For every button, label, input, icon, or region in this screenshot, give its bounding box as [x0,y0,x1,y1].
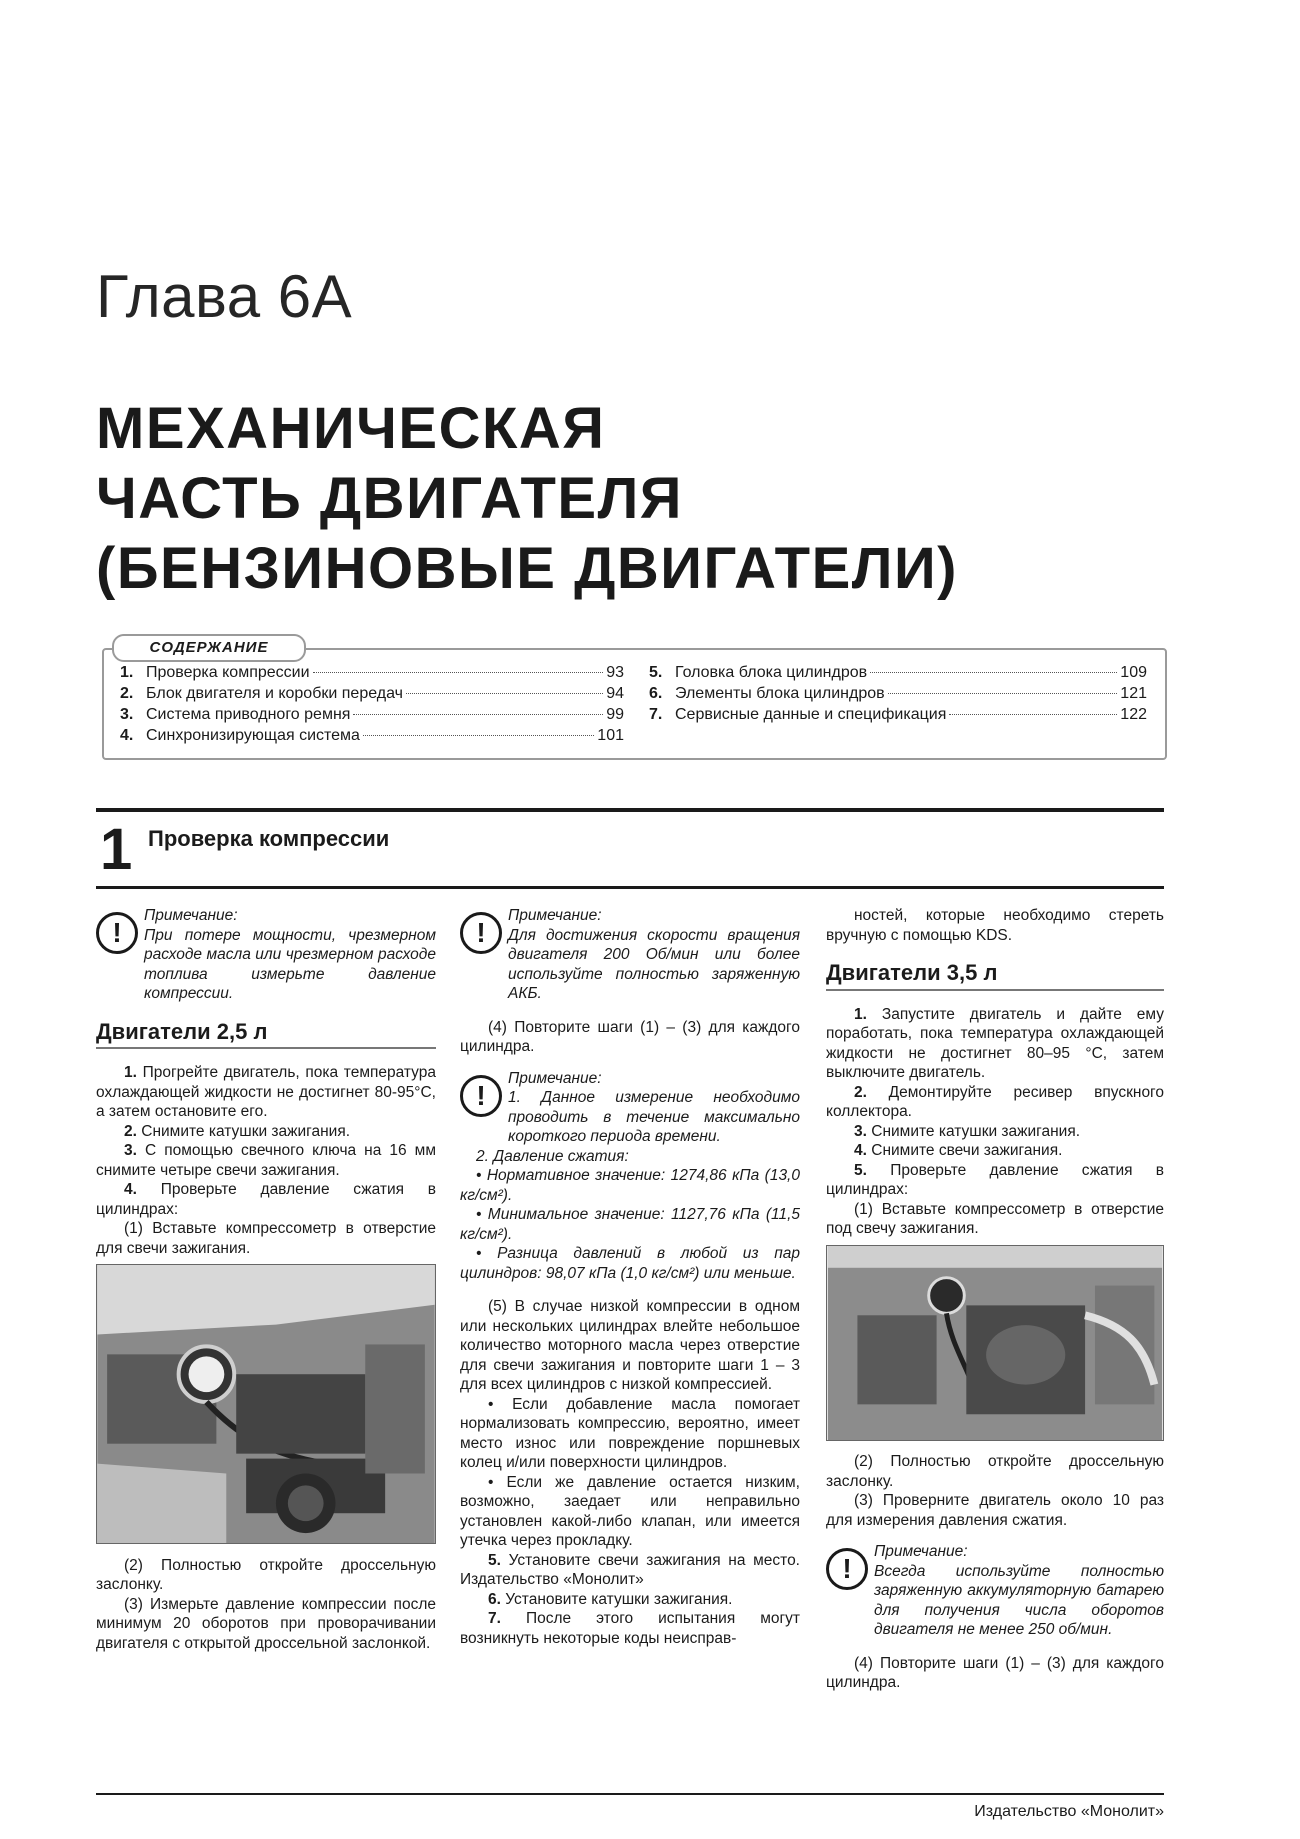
toc-item-title: Элементы блока цилиндров [675,685,885,702]
chapter-title [96,394,958,604]
toc-item-title: Головка блока цилиндров [675,664,868,681]
publisher-footer: Издательство «Монолит» [974,1803,1164,1820]
toc-item-number: 1. [120,664,134,681]
toc-leader [406,693,603,694]
table-of-contents [102,648,1167,760]
paragraph: • Если же давление остается низким, возможно, заедает или неправильно установлен какой-либо клапан, или имеется утечка через прокладку. [460,1473,800,1549]
note-box [460,1069,800,1147]
note-subheading: 2. Давление сжатия: [476,1147,629,1165]
exclamation-icon: ! [460,912,502,954]
note-box [460,906,800,1004]
note-text: Для достижения скорости вращения двигателя 200 Об/мин или более используйте полностью заряженную АКБ. [508,926,800,1002]
chapter-title-line-3: (БЕНЗИНОВЫЕ ДВИГАТЕЛИ) [96,536,958,601]
toc-item-number: 4. [120,727,134,744]
toc-heading: СОДЕРЖАНИЕ [112,634,306,662]
substep: (3) Измерьте давление компрессии после минимум 20 оборотов при проворачивании двигателя с открытой дроссельной заслонкой. [96,1595,436,1652]
engine-photo-2-5 [96,1264,436,1544]
toc-item[interactable] [649,704,1147,725]
engine-photo-3-5 [826,1245,1164,1441]
toc-item-title: Проверка компрессии [146,664,310,681]
toc-leader [363,735,594,736]
toc-item-number: 3. [120,706,134,723]
chapter-label: Глава 6А [96,263,353,330]
toc-item-number: 7. [649,706,663,723]
note-label: Примечание: [144,907,238,924]
toc-item[interactable] [120,683,624,704]
step: 1. Запустите двигатель и дайте ему поработать, пока температура охлаждающей жидкости не достигнет 80–95 °С, затем выключите двигатель. [826,1005,1164,1081]
paragraph: • Если добавление масла помогает нормализовать компрессию, вероятно, имеет место износ или повреждение поршневых колец и/или поверхности цилиндров. [460,1395,800,1471]
column-3 [826,906,1164,1693]
toc-leader [949,714,1117,715]
toc-item-page: 121 [1120,685,1147,702]
note-text: 1. Данное измерение необходимо проводить в течение максимально короткого периода времени. [508,1089,800,1145]
toc-leader [313,672,604,673]
step: 3. С помощью свечного ключа на 16 мм снимите четыре свечи зажигания. [96,1142,436,1179]
column-1 [96,906,436,1653]
step: 4. Снимите свечи зажигания. [854,1142,1063,1159]
subheading-engine-3-5: Двигатели 3,5 л [826,963,1164,991]
step: 7. После этого испытания могут возникнуть некоторые коды неисправ- [460,1610,800,1647]
step: 5. Проверьте давление сжатия в цилиндрах: [826,1161,1165,1198]
toc-item-page: 94 [606,685,624,702]
toc-item-number: 5. [649,664,663,681]
repeat-step: (4) Повторите шаги (1) – (3) для каждого цилиндра. [460,1018,800,1055]
step: 2. Демонтируйте ресивер впускного коллектора. [826,1083,1164,1120]
note-box [96,906,436,1004]
step: 3. Снимите катушки зажигания. [854,1122,1081,1140]
toc-item-number: 2. [120,685,134,702]
toc-leader [353,714,603,715]
paragraph: ностей, которые необходимо стереть вручную с помощью KDS. [826,907,1164,944]
chapter-title-line-2: ЧАСТЬ ДВИГАТЕЛЯ [96,466,683,531]
toc-item-page: 93 [606,664,624,681]
spec-bullet: • Нормативное значение: 1274,86 кПа (13,0 кг/см²). [460,1167,800,1204]
exclamation-icon: ! [826,1548,868,1590]
substep: (2) Полностью откройте дроссельную заслонку. [96,1556,436,1593]
note-label: Примечание: [874,1543,968,1560]
section-rule-bottom [96,886,1164,889]
section-title: Проверка компрессии [148,826,390,851]
note-text: При потере мощности, чрезмерном расходе масла или чрезмерном расходе топлива измерьте давление компрессии. [144,926,436,1002]
toc-item-title: Сервисные данные и спецификация [675,706,947,723]
step: 4. Проверьте давление сжатия в цилиндрах: [96,1181,437,1218]
exclamation-icon: ! [460,1075,502,1117]
spec-bullet: • Разница давлений в любой из пар цилиндров: 98,07 кПа (1,0 кг/см²) или меньше. [460,1245,800,1282]
column-2 [460,906,800,1648]
step: 2. Снимите катушки зажигания. [124,1122,351,1140]
toc-item-page: 122 [1120,706,1147,723]
toc-item-title: Блок двигателя и коробки передач [146,685,403,702]
substep: (3) Проверните двигатель около 10 раз для измерения давления сжатия. [826,1492,1164,1529]
repeat-step: (4) Повторите шаги (1) – (3) для каждого цилиндра. [826,1654,1164,1691]
toc-leader [888,693,1118,694]
toc-left-column [120,662,624,746]
step: 6. Установите катушки зажигания. [488,1590,733,1608]
exclamation-icon: ! [96,912,138,954]
toc-item-page: 99 [606,706,624,723]
toc-leader [870,672,1117,673]
toc-item-title: Система приводного ремня [146,706,351,723]
section-number: 1 [100,817,133,882]
substep: (1) Вставьте компрессометр в отверстие для свечи зажигания. [96,1220,436,1257]
toc-item-page: 109 [1120,664,1147,681]
section-rule-top [96,808,1164,812]
toc-item[interactable] [120,662,624,683]
toc-item[interactable] [649,683,1147,704]
spec-bullet: • Минимальное значение: 1127,76 кПа (11,5 кг/см²). [460,1206,800,1243]
toc-item[interactable] [120,725,624,746]
note-label: Примечание: [508,1069,602,1087]
toc-item-page: 101 [597,727,624,744]
note-text: Всегда используйте полностью заряженную аккумуляторную батарею для получения числа оборотов двигателя не менее 250 об/мин. [874,1562,1164,1638]
substep: (1) Вставьте компрессометр в отверстие под свечу зажигания. [826,1200,1164,1237]
subheading-engine-2-5: Двигатели 2,5 л [96,1022,436,1050]
toc-item-number: 6. [649,685,663,702]
step: 1. Прогрейте двигатель, пока температура охлаждающей жидкости не достигнет 80-95°С, а затем остановите его. [96,1064,436,1120]
toc-item[interactable] [120,704,624,725]
note-box [826,1542,1164,1640]
toc-item[interactable] [649,662,1147,683]
toc-right-column [649,662,1147,725]
footer-rule [96,1793,1164,1795]
note-label: Примечание: [508,907,602,924]
step: 5. Установите свечи зажигания на место. Издательство «Монолит» [460,1551,800,1588]
paragraph: (5) В случае низкой компрессии в одном или нескольких цилиндрах влейте небольшое количество моторного масла через отверстие для свечи зажигания и повторите шаги 1 – 3 для всех цилиндров с низкой компрессией. [460,1298,800,1393]
substep: (2) Полностью откройте дроссельную заслонку. [826,1453,1164,1490]
chapter-title-line-1: МЕХАНИЧЕСКАЯ [96,396,606,461]
toc-item-title: Синхронизирующая система [146,727,360,744]
